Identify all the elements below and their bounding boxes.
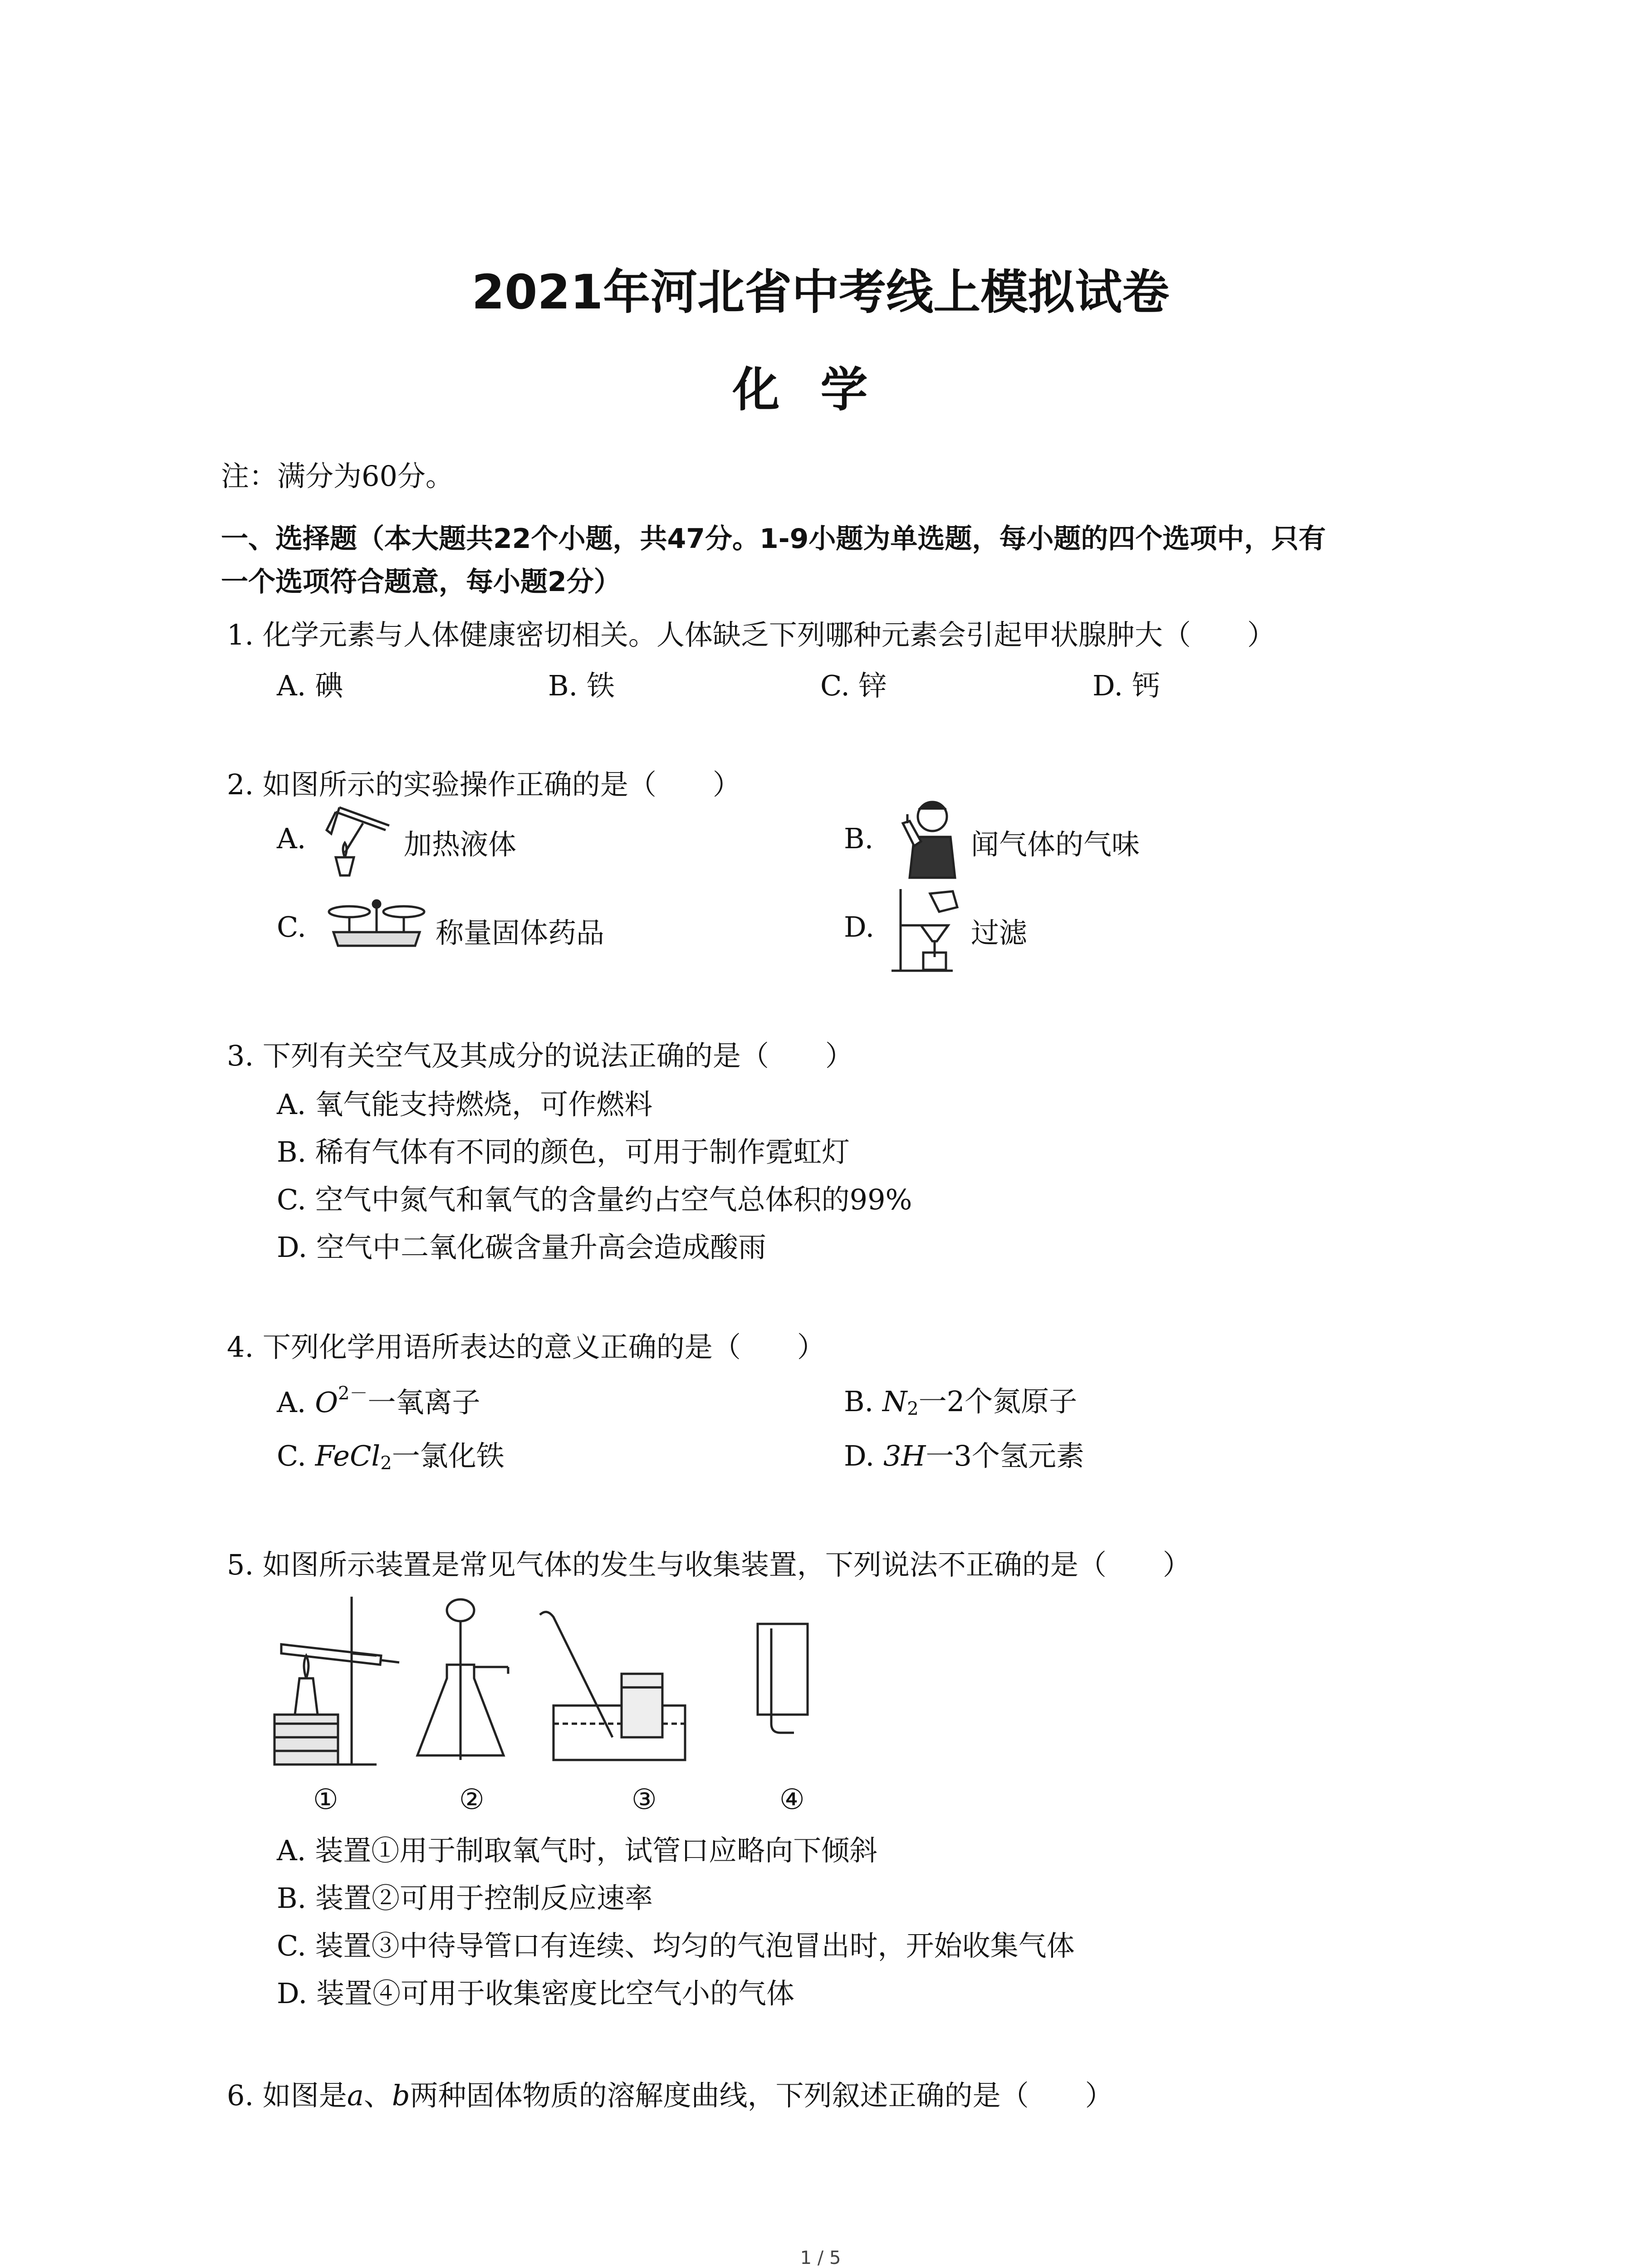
q4-stem: 4. 下列化学用语所表达的意义正确的是（ ） <box>227 1330 825 1364</box>
q2-option-b-letter: B. <box>844 822 874 855</box>
heating-liquid-icon <box>318 803 399 880</box>
q5-stem: 5. 如图所示装置是常见气体的发生与收集装置，下列说法不正确的是（ ） <box>227 1548 1191 1581</box>
q2-stem: 2. 如图所示的实验操作正确的是（ ） <box>227 768 741 801</box>
section-header-line2: 一个选项符合题意，每小题2分） <box>221 566 621 598</box>
exam-title: 2021年河北省中考线上模拟试卷 <box>471 264 1170 320</box>
q5-option-d: D. 装置④可用于收集密度比空气小的气体 <box>277 1977 794 2010</box>
q3-option-d: D. 空气中二氧化碳含量升高会造成酸雨 <box>277 1231 766 1264</box>
q1-stem: 1. 化学元素与人体健康密切相关。人体缺乏下列哪种元素会引起甲状腺肿大（ ） <box>227 618 1275 651</box>
balance-scale-icon <box>324 896 429 950</box>
q1-option-b: B. 铁 <box>548 669 615 702</box>
apparatus-label-4: ④ <box>779 1783 805 1816</box>
q2-option-d-letter: D. <box>844 910 875 943</box>
page-number: 1 / 5 <box>800 2248 841 2268</box>
q1-option-d: D. 钙 <box>1092 669 1160 702</box>
apparatus-4-gas-collection <box>758 1624 808 1733</box>
q2-option-c-text: 称量固体药品 <box>436 916 605 949</box>
q5-option-a: A. 装置①用于制取氧气时，试管口应略向下倾斜 <box>277 1834 878 1867</box>
apparatus-label-1: ① <box>313 1783 338 1816</box>
apparatus-label-3: ③ <box>632 1783 657 1816</box>
q3-stem: 3. 下列有关空气及其成分的说法正确的是（ ） <box>227 1039 853 1072</box>
q2-option-a-letter: A. <box>277 822 306 855</box>
apparatus-label-2: ② <box>459 1783 485 1816</box>
q4-option-c: C. FeCl$_2$一氯化铁 <box>277 1439 505 1474</box>
q1-option-c: C. 锌 <box>820 669 887 702</box>
q5-option-b: B. 装置②可用于控制反应速率 <box>277 1882 653 1915</box>
q4-option-b: B. $N_2$一2个氮原子 <box>844 1385 1078 1419</box>
q3-option-b: B. 稀有气体有不同的颜色，可用于制作霓虹灯 <box>277 1135 850 1168</box>
gas-apparatus-figure <box>268 1588 857 1814</box>
apparatus-1-test-tube-heating <box>274 1597 399 1765</box>
q3-option-c: C. 空气中氮气和氧气的含量约占空气总体积的99% <box>277 1183 912 1216</box>
score-note: 注：满分为60分。 <box>221 459 454 493</box>
exam-subject: 化学 <box>732 362 909 417</box>
section-header-line1: 一、选择题（本大题共22个小题，共47分。1-9小题为单选题，每小题的四个选项中，只有 <box>221 523 1326 555</box>
q3-option-a: A. 氧气能支持燃烧，可作燃料 <box>277 1088 653 1121</box>
smelling-gas-icon <box>889 796 966 880</box>
q2-option-c-letter: C. <box>277 910 306 943</box>
q2-option-a-text: 加热液体 <box>404 828 517 861</box>
filtration-icon <box>889 885 962 975</box>
q6-stem: 6. 如图是a、b两种固体物质的溶解度曲线，下列叙述正确的是（ ） <box>227 2079 1113 2112</box>
q4-option-a: A. $O^{2-}$一氧离子 <box>277 1383 480 1419</box>
q2-option-b-text: 闻气体的气味 <box>971 828 1140 861</box>
q5-option-c: C. 装置③中待导管口有连续、均匀的气泡冒出时，开始收集气体 <box>277 1929 1075 1962</box>
q2-option-d-text: 过滤 <box>971 916 1028 949</box>
apparatus-2-conical-flask <box>417 1599 508 1760</box>
apparatus-3-water-trough <box>540 1612 685 1760</box>
q1-option-a: A. 碘 <box>277 669 343 702</box>
q4-option-d: D. 3H一3个氢元素 <box>844 1439 1084 1472</box>
